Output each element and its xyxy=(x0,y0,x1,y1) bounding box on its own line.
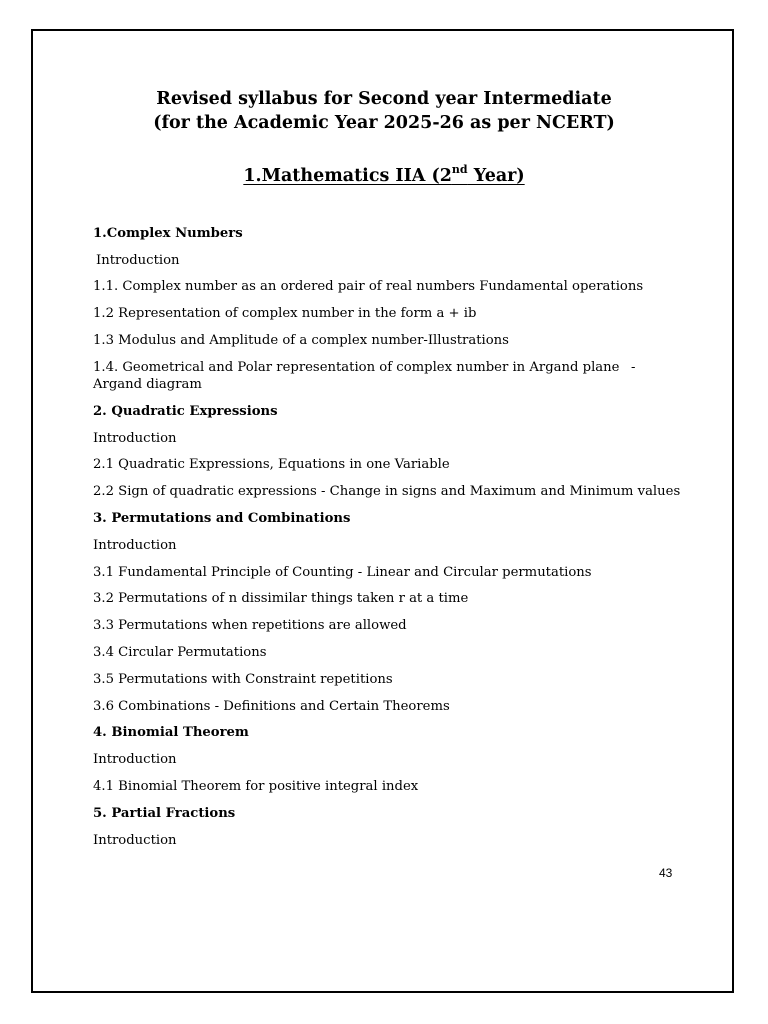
section-3-item-1: 3.1 Fundamental Principle of Counting - Linear and Circular permutations xyxy=(93,565,592,580)
section-2-item-1: 2.1 Quadratic Expressions, Equations in one Variable xyxy=(93,457,450,472)
section-2-heading: 2. Quadratic Expressions xyxy=(93,404,278,419)
subject-heading xyxy=(0,163,768,186)
title-line-1: Revised syllabus for Second year Intermediate xyxy=(156,89,612,109)
section-1-item-4-dash: - xyxy=(631,360,636,375)
section-4-item-1: 4.1 Binomial Theorem for positive integral index xyxy=(93,779,419,794)
section-1-heading: 1.Complex Numbers xyxy=(93,226,243,241)
subject-heading-main: 1.Mathematics IIA (2 xyxy=(243,166,452,186)
section-1-item-4-line-2: Argand diagram xyxy=(93,377,202,392)
section-3-heading: 3. Permutations and Combinations xyxy=(93,511,351,526)
section-5-heading: 5. Partial Fractions xyxy=(93,806,236,821)
section-2-intro: Introduction xyxy=(93,431,177,446)
section-1-intro: Introduction xyxy=(96,253,180,268)
section-3-item-3: 3.3 Permutations when repetitions are allowed xyxy=(93,618,407,633)
section-5-intro: Introduction xyxy=(93,833,177,848)
section-3-item-2: 3.2 Permutations of n dissimilar things taken r at a time xyxy=(93,591,469,606)
section-1-item-1: 1.1. Complex number as an ordered pair of real numbers Fundamental operations xyxy=(93,279,644,294)
section-3-item-6: 3.6 Combinations - Definitions and Certain Theorems xyxy=(93,699,450,714)
section-1-item-2: 1.2 Representation of complex number in the form a + ib xyxy=(93,306,477,321)
section-4-heading: 4. Binomial Theorem xyxy=(93,725,249,740)
subject-heading-superscript: nd xyxy=(451,163,468,177)
section-1-item-4-line-1: 1.4. Geometrical and Polar representation of complex number in Argand plane xyxy=(93,360,620,375)
page-number: 43 xyxy=(659,866,673,880)
title-line-2: (for the Academic Year 2025-26 as per NCERT) xyxy=(153,113,615,133)
section-4-intro: Introduction xyxy=(93,752,177,767)
section-1-item-3: 1.3 Modulus and Amplitude of a complex number-Illustrations xyxy=(93,333,509,348)
section-2-item-2: 2.2 Sign of quadratic expressions - Change in signs and Maximum and Minimum values xyxy=(93,484,681,499)
subject-heading-end: Year) xyxy=(467,166,525,186)
section-3-item-4: 3.4 Circular Permutations xyxy=(93,645,267,660)
section-3-item-5: 3.5 Permutations with Constraint repetitions xyxy=(93,672,393,687)
section-3-intro: Introduction xyxy=(93,538,177,553)
